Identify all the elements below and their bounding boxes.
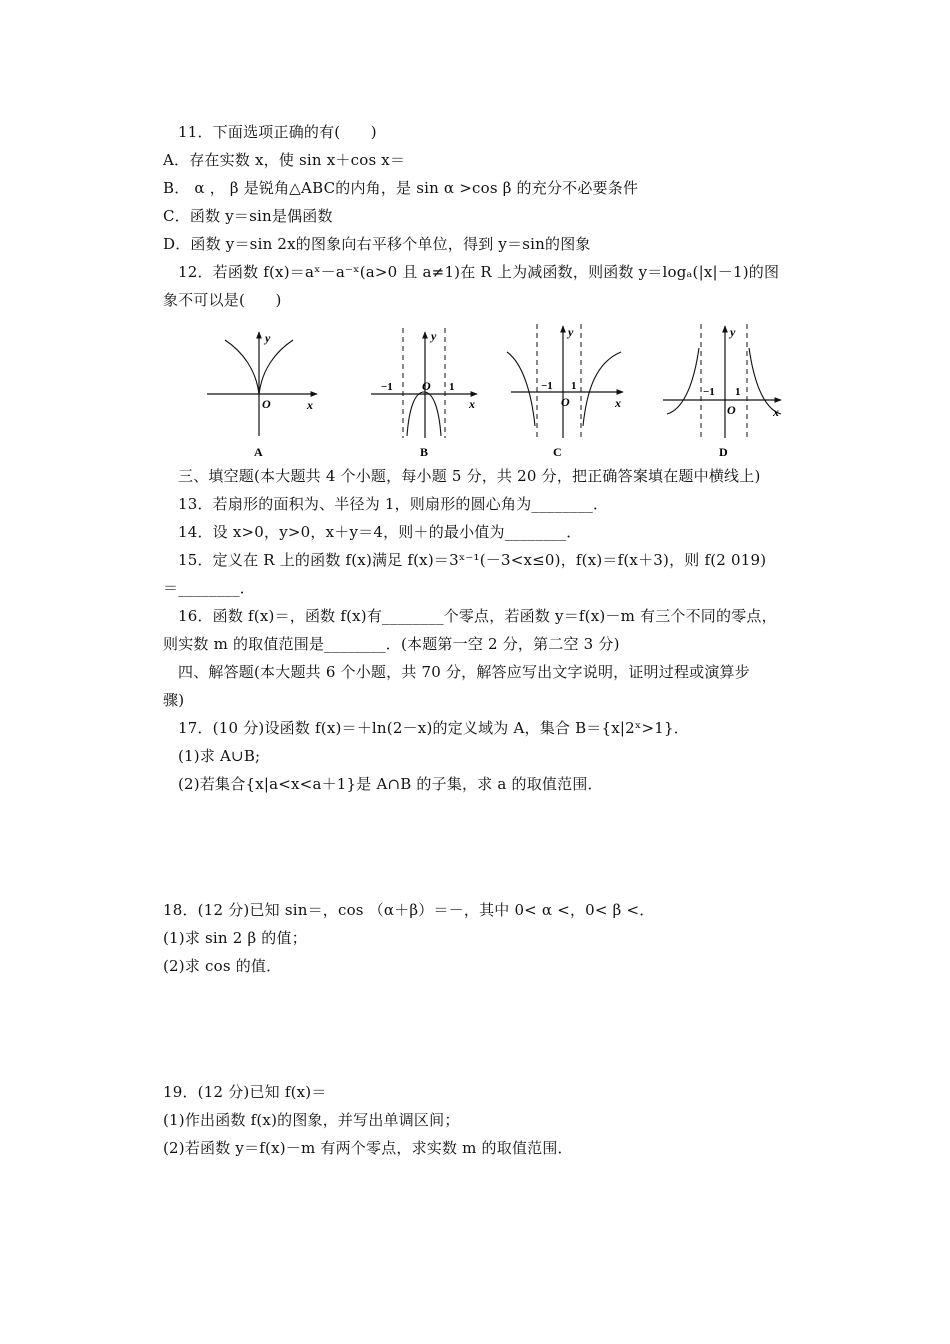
graph-d-curve-left — [667, 348, 699, 414]
graph-d-origin: O — [727, 403, 736, 417]
graph-c-x-label: x — [615, 396, 621, 410]
q18-part1: (1)求 sin 2 β 的值； — [163, 929, 307, 947]
q11-option-c: C．函数 y＝sin是偶函数 — [163, 207, 333, 225]
q12-stem-line1: 12．若函数 f(x)＝aˣ－a⁻ˣ(a>0 且 a≠1)在 R 上为减函数，则函数 y＝logₐ(|x|－1)的图 — [178, 263, 780, 281]
graph-a-origin: O — [262, 397, 271, 411]
q17-stem: 17．(10 分)设函数 f(x)＝＋ln(2－x)的定义域为 A，集合 B＝{x|2ˣ>1}． — [178, 719, 689, 737]
graph-a-x-label: x — [307, 398, 313, 412]
graph-b-pos-one: 1 — [449, 381, 455, 393]
graph-a-label: A — [254, 445, 263, 459]
graph-c-curve-right — [583, 352, 621, 426]
graph-b-label: B — [420, 445, 429, 459]
graph-c-y-label: y — [568, 325, 574, 339]
graph-a-curve-right — [259, 340, 293, 394]
q13: 13．若扇形的面积为、半径为 1，则扇形的圆心角为________． — [178, 495, 609, 513]
graph-b-origin: O — [422, 379, 431, 393]
q15-line2: ＝________． — [163, 579, 256, 597]
section4-heading-line1: 四、解答题(本大题共 6 个小题，共 70 分，解答应写出文字说明，证明过程或演算步 — [178, 663, 750, 681]
q11-option-b: B． α ， β 是锐角△ABC的内角，是 sin α >cos β 的充分不必要条件 — [163, 179, 639, 197]
q12-graphs-svg — [195, 318, 795, 466]
q19-stem: 19．(12 分)已知 f(x)＝ — [163, 1083, 327, 1101]
graph-b-x-label: x — [469, 397, 475, 411]
q16-line1: 16．函数 f(x)＝，函数 f(x)有________个零点，若函数 y＝f(x)－m 有三个不同的零点， — [178, 607, 777, 625]
q12-stem-line2: 象不可以是( ) — [163, 291, 282, 309]
graph-b-neg-one: −1 — [381, 381, 393, 393]
section4-heading-line2: 骤) — [163, 691, 185, 709]
q16-line2: 则实数 m 的取值范围是________．(本题第一空 2 分，第二空 3 分) — [163, 635, 620, 653]
graph-b-y-label: y — [431, 329, 437, 343]
graph-c-curve-left — [507, 352, 535, 426]
q11-stem: 11．下面选项正确的有( ) — [178, 123, 377, 141]
graph-d-label: D — [719, 445, 728, 459]
q17-part2: (2)若集合{x|a<x<a＋1}是 A∩B 的子集，求 a 的取值范围． — [178, 775, 603, 793]
q15-line1: 15．定义在 R 上的函数 f(x)满足 f(x)＝3ˣ⁻¹(－3<x≤0)，f(x)＝f(x＋3)，则 f(2 019) — [178, 551, 767, 569]
graph-c-neg-one: −1 — [541, 380, 553, 392]
q19-part1: (1)作出函数 f(x)的图象，并写出单调区间； — [163, 1111, 460, 1129]
graph-c-label: C — [553, 445, 562, 459]
q11-option-d: D．函数 y＝sin 2x的图象向右平移个单位，得到 y＝sin的图象 — [163, 235, 591, 253]
section3-heading: 三、填空题(本大题共 4 个小题，每小题 5 分，共 20 分，把正确答案填在题中横线上) — [178, 467, 761, 485]
q14: 14．设 x>0，y>0，x＋y＝4，则＋的最小值为________． — [178, 523, 582, 541]
q19-part2: (2)若函数 y＝f(x)－m 有两个零点，求实数 m 的取值范围． — [163, 1139, 573, 1157]
graph-a — [207, 331, 317, 459]
graph-c-origin: O — [561, 395, 570, 409]
graph-a-curve-left — [225, 340, 259, 394]
graph-d-y-label: y — [730, 325, 736, 339]
graph-b-curve — [407, 392, 441, 436]
q17-part1: (1)求 A∪B; — [178, 747, 261, 765]
graph-d-pos-one: 1 — [735, 386, 741, 398]
q11-option-a: A．存在实数 x，使 sin x＋cos x＝ — [163, 151, 406, 169]
graph-d-neg-one: −1 — [703, 386, 715, 398]
q12-graph-options — [195, 318, 795, 466]
graph-b — [371, 328, 477, 459]
graph-d — [663, 324, 781, 459]
graph-d-x-label: x — [773, 405, 779, 419]
graph-c — [507, 324, 623, 459]
q18-part2: (2)求 cos 的值． — [163, 957, 282, 975]
q18-stem: 18．(12 分)已知 sin＝，cos （α＋β）＝－，其中 0< α <，0< β <． — [163, 901, 655, 919]
graph-c-pos-one: 1 — [571, 380, 577, 392]
graph-a-y-label: y — [265, 331, 271, 345]
